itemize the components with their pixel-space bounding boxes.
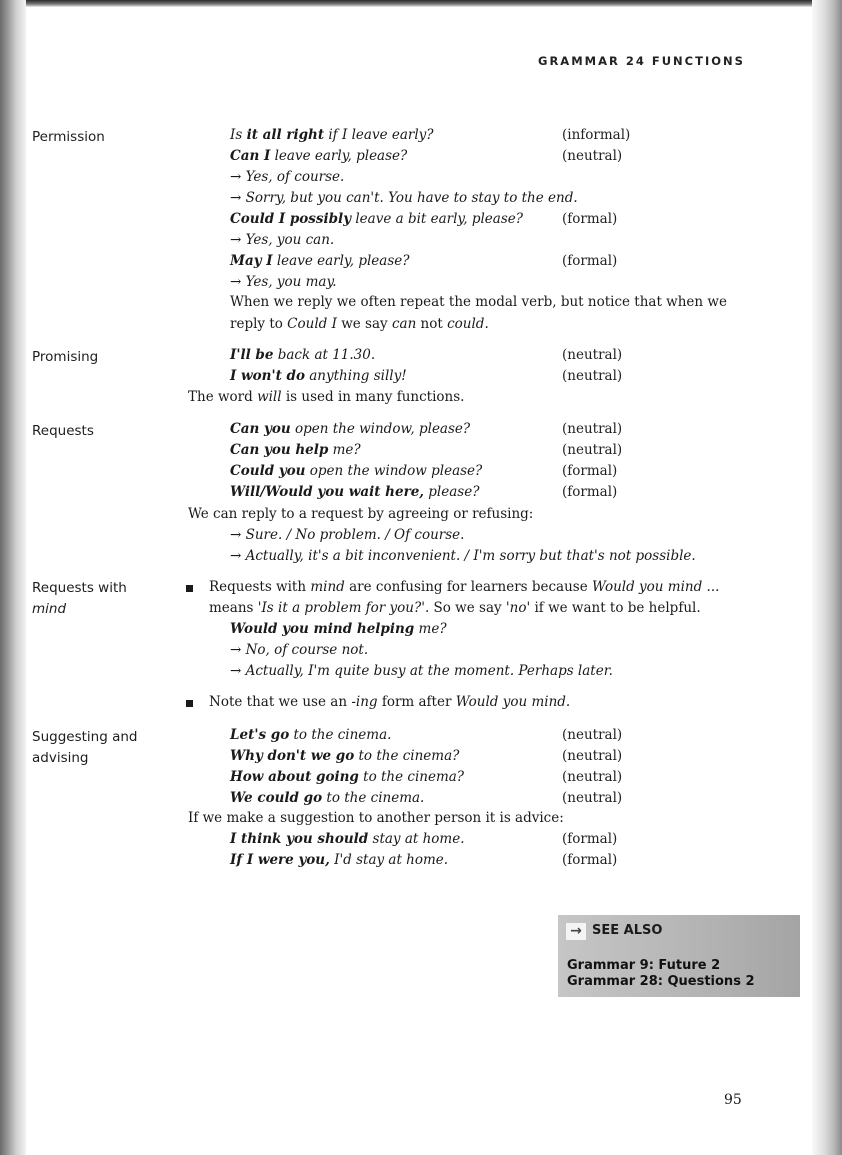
- arrow-right-icon: →: [230, 232, 242, 248]
- permission-example-line: → Yes, you may.: [230, 274, 337, 290]
- register-label: (formal): [562, 831, 618, 847]
- requests-reply-2: → Actually, it's a bit inconvenient. / I'm sorry but that's not possible.: [230, 548, 696, 564]
- running-header: GRAMMAR 24 FUNCTIONS: [538, 54, 745, 68]
- page-number: 95: [724, 1092, 742, 1108]
- bullet-icon: [186, 700, 193, 707]
- register-label: (formal): [562, 852, 618, 868]
- requests-example-line: Can you help me?: [230, 442, 361, 458]
- register-label: (neutral): [562, 148, 623, 164]
- register-label: (informal): [562, 127, 631, 143]
- requests-example-line: Can you open the window, please?: [230, 421, 471, 437]
- permission-example-line: Could I possibly leave a bit early, please?: [230, 211, 523, 227]
- register-label: (neutral): [562, 368, 623, 384]
- section-label-promising: Promising: [32, 349, 99, 365]
- mind-reply-1: → No, of course not.: [230, 642, 369, 658]
- register-label: (formal): [562, 463, 618, 479]
- register-label: (formal): [562, 484, 618, 500]
- register-label: (neutral): [562, 769, 623, 785]
- advising-example-line: I think you should stay at home.: [230, 831, 465, 847]
- register-label: (formal): [562, 253, 618, 269]
- suggesting-example-line: Why don't we go to the cinema?: [230, 748, 460, 764]
- register-label: (neutral): [562, 748, 623, 764]
- suggesting-example-line: We could go to the cinema.: [230, 790, 425, 806]
- permission-note-line-1: When we reply we often repeat the modal verb, but notice that when we: [230, 294, 727, 310]
- permission-example-line: Is it all right if I leave early?: [230, 127, 434, 143]
- promising-example-line: I'll be back at 11.30.: [230, 347, 376, 363]
- arrow-right-icon: →: [230, 274, 242, 290]
- mind-bullet-1-line-1: Requests with mind are confusing for learners because Would you mind ...: [209, 579, 720, 595]
- section-label-requests: Requests: [32, 423, 94, 439]
- permission-example-line: → Yes, of course.: [230, 169, 345, 185]
- scan-edge-left: [0, 0, 26, 1155]
- see-also-link-grammar-28[interactable]: Grammar 28: Questions 2: [567, 974, 755, 989]
- suggesting-example-line: How about going to the cinema?: [230, 769, 465, 785]
- scan-edge-right: [812, 0, 842, 1155]
- see-also-title: SEE ALSO: [592, 923, 663, 938]
- section-label-permission: Permission: [32, 129, 105, 145]
- suggesting-note: If we make a suggestion to another person it is advice:: [188, 810, 564, 826]
- permission-note-line-2: reply to Could I we say can not could.: [230, 316, 489, 332]
- register-label: (neutral): [562, 442, 623, 458]
- register-label: (neutral): [562, 347, 623, 363]
- requests-example-line: Will/Would you wait here, please?: [230, 484, 480, 500]
- permission-example-line: Can I leave early, please?: [230, 148, 408, 164]
- arrow-right-icon: →: [566, 923, 586, 940]
- mind-reply-2: → Actually, I'm quite busy at the moment. Perhaps later.: [230, 663, 613, 679]
- register-label: (neutral): [562, 790, 623, 806]
- register-label: (neutral): [562, 727, 623, 743]
- requests-note: We can reply to a request by agreeing or refusing:: [188, 506, 534, 522]
- promising-note: The word will is used in many functions.: [188, 389, 465, 405]
- mind-bullet-2: Note that we use an -ing form after Would you mind.: [209, 694, 571, 710]
- see-also-link-grammar-9[interactable]: Grammar 9: Future 2: [567, 958, 721, 973]
- permission-example-line: → Yes, you can.: [230, 232, 335, 248]
- mind-example: Would you mind helping me?: [230, 621, 447, 637]
- suggesting-example-line: Let's go to the cinema.: [230, 727, 392, 743]
- advising-example-line: If I were you, I'd stay at home.: [230, 852, 449, 868]
- scan-edge-top: [0, 0, 842, 7]
- promising-example-line: I won't do anything silly!: [230, 368, 407, 384]
- bullet-icon: [186, 585, 193, 592]
- arrow-right-icon: →: [230, 190, 242, 206]
- section-label-requests-with-mind: Requests with mind: [32, 580, 127, 617]
- permission-example-line: → Sorry, but you can't. You have to stay to the end.: [230, 190, 578, 206]
- register-label: (neutral): [562, 421, 623, 437]
- register-label: (formal): [562, 211, 618, 227]
- see-also-box: [558, 915, 800, 997]
- arrow-right-icon: →: [230, 169, 242, 185]
- requests-example-line: Could you open the window please?: [230, 463, 483, 479]
- permission-example-line: May I leave early, please?: [230, 253, 410, 269]
- section-label-suggesting: Suggesting and advising: [32, 729, 138, 766]
- requests-reply-1: → Sure. / No problem. / Of course.: [230, 527, 465, 543]
- mind-bullet-1-line-2: means 'Is it a problem for you?'. So we say 'no' if we want to be helpful.: [209, 600, 701, 616]
